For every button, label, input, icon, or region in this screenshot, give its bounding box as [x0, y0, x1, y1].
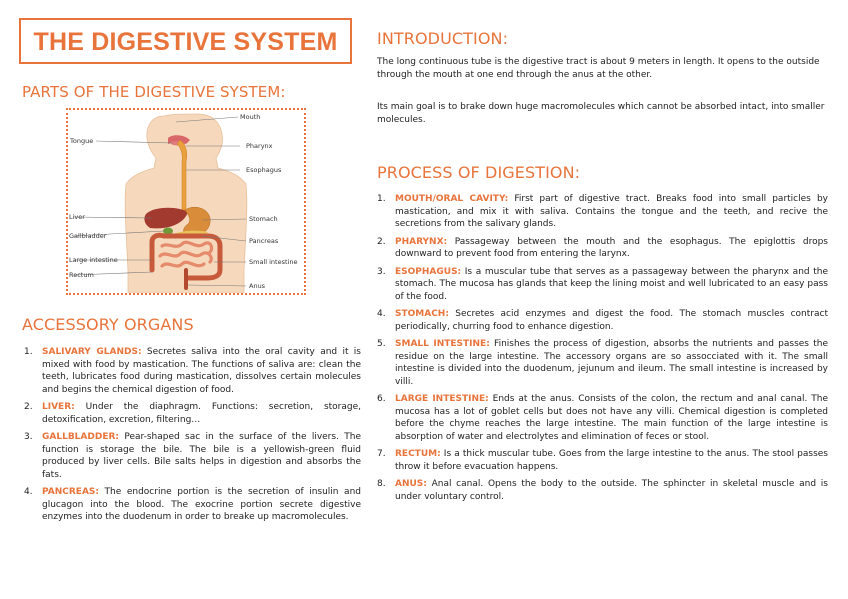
intro-paragraph-1: The long continuous tube is the digestive tract is about 9 meters in length. It opens to the outside through the mouth at one end through the anus at the other. [377, 57, 820, 80]
label-gallbladder: Gallbladder [69, 232, 107, 240]
item-number: 2. [377, 236, 386, 247]
item-text: The endocrine portion is the secretion of insulin and glucagon into the blood. The exocrine portion secrete digestive enzymes into the duodenum in order to breake up macromolecules. [42, 487, 361, 522]
item-text: Passageway between the mouth and the esophagus. The epiglottis drops downward to prevent food from entering the larynx. [395, 236, 828, 259]
intro-paragraph-2: Its main goal is to brake down huge macromolecules which cannot be absorbed intact, into smaller molecules. [377, 102, 825, 125]
item-number: 2. [24, 402, 33, 412]
item-number: 7. [377, 449, 386, 459]
process-of-digestion-list [377, 193, 828, 508]
item-term: STOMACH: [395, 309, 449, 319]
list-item [24, 431, 361, 481]
item-number: 1. [377, 194, 386, 204]
digestive-system-diagram [66, 108, 306, 295]
item-term: PHARYNX: [395, 236, 448, 247]
item-number: 5. [377, 339, 386, 349]
item-term: LARGE INTESTINE: [395, 394, 489, 404]
list-item [24, 401, 361, 426]
label-mouth: Mouth [240, 113, 261, 121]
label-esophagus: Esophagus [246, 166, 282, 174]
item-term: ESOPHAGUS: [395, 266, 462, 277]
item-number: 4. [24, 487, 33, 497]
label-large-intestine: Large intestine [69, 256, 118, 264]
item-number: 3. [24, 432, 33, 442]
item-number: 6. [377, 394, 386, 404]
label-liver: Liver [69, 213, 85, 221]
list-item [377, 236, 828, 261]
title-box [19, 18, 352, 64]
list-item [377, 478, 828, 503]
label-stomach: Stomach [249, 215, 278, 223]
item-text: Secretes acid enzymes and digest the food. The stomach muscles contract periodically, churring food to enhance digestion. [395, 309, 828, 332]
item-number: 1. [24, 347, 33, 357]
item-term: ANUS: [395, 479, 427, 489]
list-item [377, 266, 828, 304]
list-item [377, 338, 828, 388]
list-item [24, 346, 361, 396]
item-text: Secretes saliva into the oral cavity and it is mixed with food by mastication. The functions of saliva are: clean the teeth, lubricates food during mastication, dissolves certain molecules and begins the chemical digestion of food. [42, 347, 361, 395]
item-term: LIVER: [42, 402, 75, 412]
item-term: SMALL INTESTINE: [395, 339, 490, 349]
item-text: Ends at the anus. Consists of the colon, the rectum and anal canal. The mucosa has a lot of goblet cells but does not have any villi. Chemical digestion is completed before the chyme reaches the large intestine. The main function of the large intestine is absorption of water and electrolytes and elimination of feces or stool. [395, 394, 829, 442]
accessory-heading: ACCESSORY ORGANS [22, 315, 194, 334]
page-title: THE DIGESTIVE SYSTEM [33, 28, 338, 56]
list-item [377, 308, 828, 333]
item-text: Is a muscular tube that serves as a passageway between the pharynx and the stomach. The mucosa has glands that keep the lining moist and well lubricated to an easy pass of the food. [395, 266, 828, 302]
list-item [377, 193, 828, 231]
item-text: Anal canal. Opens the body to the outside. The sphincter in skeletal muscle and is under voluntary control. [395, 479, 828, 502]
item-text: Finishes the process of digestion, absorbs the nutrients and passes the residue on the large intestine. The accessory organs are so assocciated with it. The small intestine is divided into the duodenum, jejunum and ileum. The small intestine is increased by villi. [395, 339, 828, 387]
item-text: Under the diaphragm. Functions: secretion, storage, detoxification, excretion, filtering… [42, 402, 361, 425]
item-text: Pear-shaped sac in the surface of the livers. The function is storage the bile. The bile is a yellowish-green fluid produced by liver cells. Bile salts helps in digestion and absorbs the fats. [42, 432, 361, 480]
label-small-intestine: Small intestine [249, 258, 298, 266]
parts-heading: PARTS OF THE DIGESTIVE SYSTEM: [22, 83, 286, 101]
label-anus: Anus [249, 282, 266, 290]
item-text: First part of digestive tract. Breaks food into small particles by mastication, and mix it with saliva. Contains the tongue and the teeth, and recive the secretions from the salivary glands. [395, 194, 828, 229]
item-number: 8. [377, 479, 386, 489]
label-rectum: Rectum [69, 271, 94, 279]
label-tongue: Tongue [70, 137, 94, 145]
item-text: Is a thick muscular tube. Goes from the large intestine to the anus. The stool passes throw it before evacuation happens. [395, 449, 828, 472]
list-item [24, 486, 361, 524]
item-term: MOUTH/ORAL CAVITY: [395, 194, 509, 204]
item-term: GALLBLADDER: [42, 432, 120, 442]
label-pancreas: Pancreas [249, 237, 279, 245]
item-term: PANCREAS: [42, 487, 99, 497]
label-pharynx: Pharynx [246, 142, 273, 150]
item-number: 3. [377, 266, 386, 277]
accessory-organs-list [24, 346, 361, 529]
item-term: RECTUM: [395, 449, 441, 459]
list-item [377, 393, 828, 443]
item-term: SALIVARY GLANDS: [42, 347, 142, 357]
item-number: 4. [377, 309, 386, 319]
process-heading: PROCESS OF DIGESTION: [377, 163, 581, 182]
introduction-heading: INTRODUCTION: [377, 29, 509, 48]
list-item [377, 448, 828, 473]
diagram-illustration [68, 110, 304, 293]
